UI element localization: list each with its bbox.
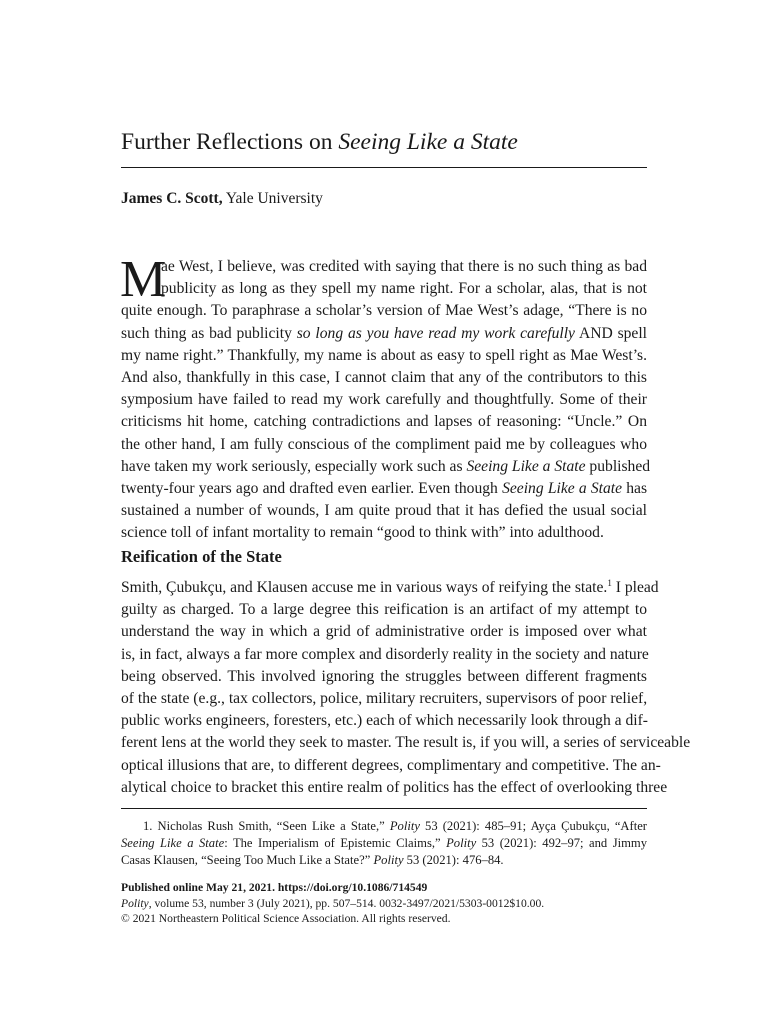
text-line: being observed. This involved ignoring the struggles between different fragments	[121, 667, 647, 685]
text-line: the other hand, I am fully conscious of the compliment paid me by colleagues who	[121, 435, 647, 453]
section-heading: Reification of the State	[121, 547, 282, 566]
text-line: symposium have failed to read my work carefully and thoughtfully. Some of their	[121, 391, 647, 409]
text-line: And also, thankfully in this case, I cannot claim that any of the contributors to this	[121, 368, 647, 386]
journal-details: , volume 53, number 3 (July 2021), pp. 507–514. 0032-3497/2021/5303-0012$10.00.	[148, 896, 545, 910]
text-line: ae West, I believe, was credited with saying that there is no such thing as bad	[161, 258, 647, 275]
journal-citation-line	[121, 896, 647, 912]
text-line: twenty-four years ago and drafted even earlier. Even though Seeing Like a State has	[121, 479, 648, 497]
italic-text: Seeing Like a State	[502, 479, 623, 497]
text-line: understand the way in which a grid of administrative order is imposed over what	[121, 623, 647, 641]
published-online-line: Published online May 21, 2021. https://doi.org/10.1086/714549	[121, 881, 428, 894]
text-line: alytical choice to bracket this entire realm of politics has the effect of overlooking three	[121, 778, 668, 796]
text-line: Smith, Çubukçu, and Klausen accuse me in various ways of reifying the state.$^1$ I plead	[121, 578, 659, 596]
text-line: ferent lens at the world they seek to master. The result is, if you will, a series of serviceable	[121, 734, 691, 752]
publication-info	[121, 880, 647, 927]
footnote-line: Seeing Like a State: The Imperialism of Epistemic Claims,” Polity 53 (2021): 492–97; and Jimmy	[121, 836, 647, 850]
text-line: criticisms hit home, catching contradictions and lapses of reasoning: “Uncle.” On	[121, 413, 647, 431]
text-line: guilty as charged. To a large degree this reification is an artifact of my attempt to	[121, 601, 647, 619]
italic-text: Polity	[373, 853, 404, 867]
footnote	[121, 818, 647, 869]
text-line: my name right.” Thankfully, my name is about as easy to spell right as Mae West’s.	[121, 346, 647, 364]
text-line: is, in fact, always a far more complex and disorderly reality in the society and nature	[121, 645, 649, 663]
section-paragraph	[121, 577, 691, 799]
italic-text: Seeing Like a State	[466, 457, 586, 475]
footnote-line: Casas Klausen, “Seeing Too Much Like a State?” Polity 53 (2021): 476–84.	[121, 853, 504, 867]
author-name: James C. Scott,	[121, 190, 223, 207]
footnote-divider	[121, 808, 647, 809]
article-title	[121, 127, 518, 157]
italic-text: so long as you have read my work carefully	[296, 324, 575, 342]
copyright-line: © 2021 Northeastern Political Science Association. All rights reserved.	[121, 912, 451, 925]
text-line: of the state (e.g., tax collectors, police, military recruiters, supervisors of poor relief,	[121, 689, 648, 707]
text-line: optical illusions that are, to different degrees, complimentary and competitive. The an-	[121, 756, 661, 774]
text-line: science toll of infant mortality to remain “good to think with” into adulthood.	[121, 524, 604, 542]
text-line: public works engineers, foresters, etc.) each of which necessarily look through a dif-	[121, 712, 648, 730]
italic-text: Polity	[389, 819, 420, 833]
text-line: publicity as long as they spell my name right. For a scholar, alas, that is not	[161, 280, 647, 298]
drop-cap: M	[120, 251, 167, 308]
italic-text: Seeing Like a State	[121, 836, 225, 850]
text-line: quite enough. To paraphrase a scholar’s version of Mae West’s adage, “There is no	[121, 302, 647, 320]
text-line: have taken my work seriously, especially work such as Seeing Like a State published	[121, 457, 651, 475]
text-line: sustained a number of wounds, I am quite proud that it has defied the usual social	[121, 502, 647, 520]
footnote-marker[interactable]: 1	[607, 578, 612, 588]
title-text: Further Reflections on	[121, 129, 339, 155]
title-divider	[121, 167, 647, 168]
journal-name: Polity	[121, 896, 149, 910]
text-line: such thing as bad publicity so long as you have read my work carefully AND spell	[121, 324, 648, 342]
intro-paragraph	[120, 251, 651, 544]
title-italic-text: Seeing Like a State	[338, 129, 518, 155]
author-line	[121, 188, 323, 210]
author-affiliation: Yale University	[225, 190, 323, 207]
italic-text: Polity	[446, 836, 477, 850]
intro-lines	[120, 251, 651, 544]
footnote-lines	[121, 818, 647, 869]
footnote-line: 1. Nicholas Rush Smith, “Seen Like a State,” Polity 53 (2021): 485–91; Ayça Çubukçu, “After	[143, 819, 647, 833]
section-lines	[121, 577, 691, 799]
